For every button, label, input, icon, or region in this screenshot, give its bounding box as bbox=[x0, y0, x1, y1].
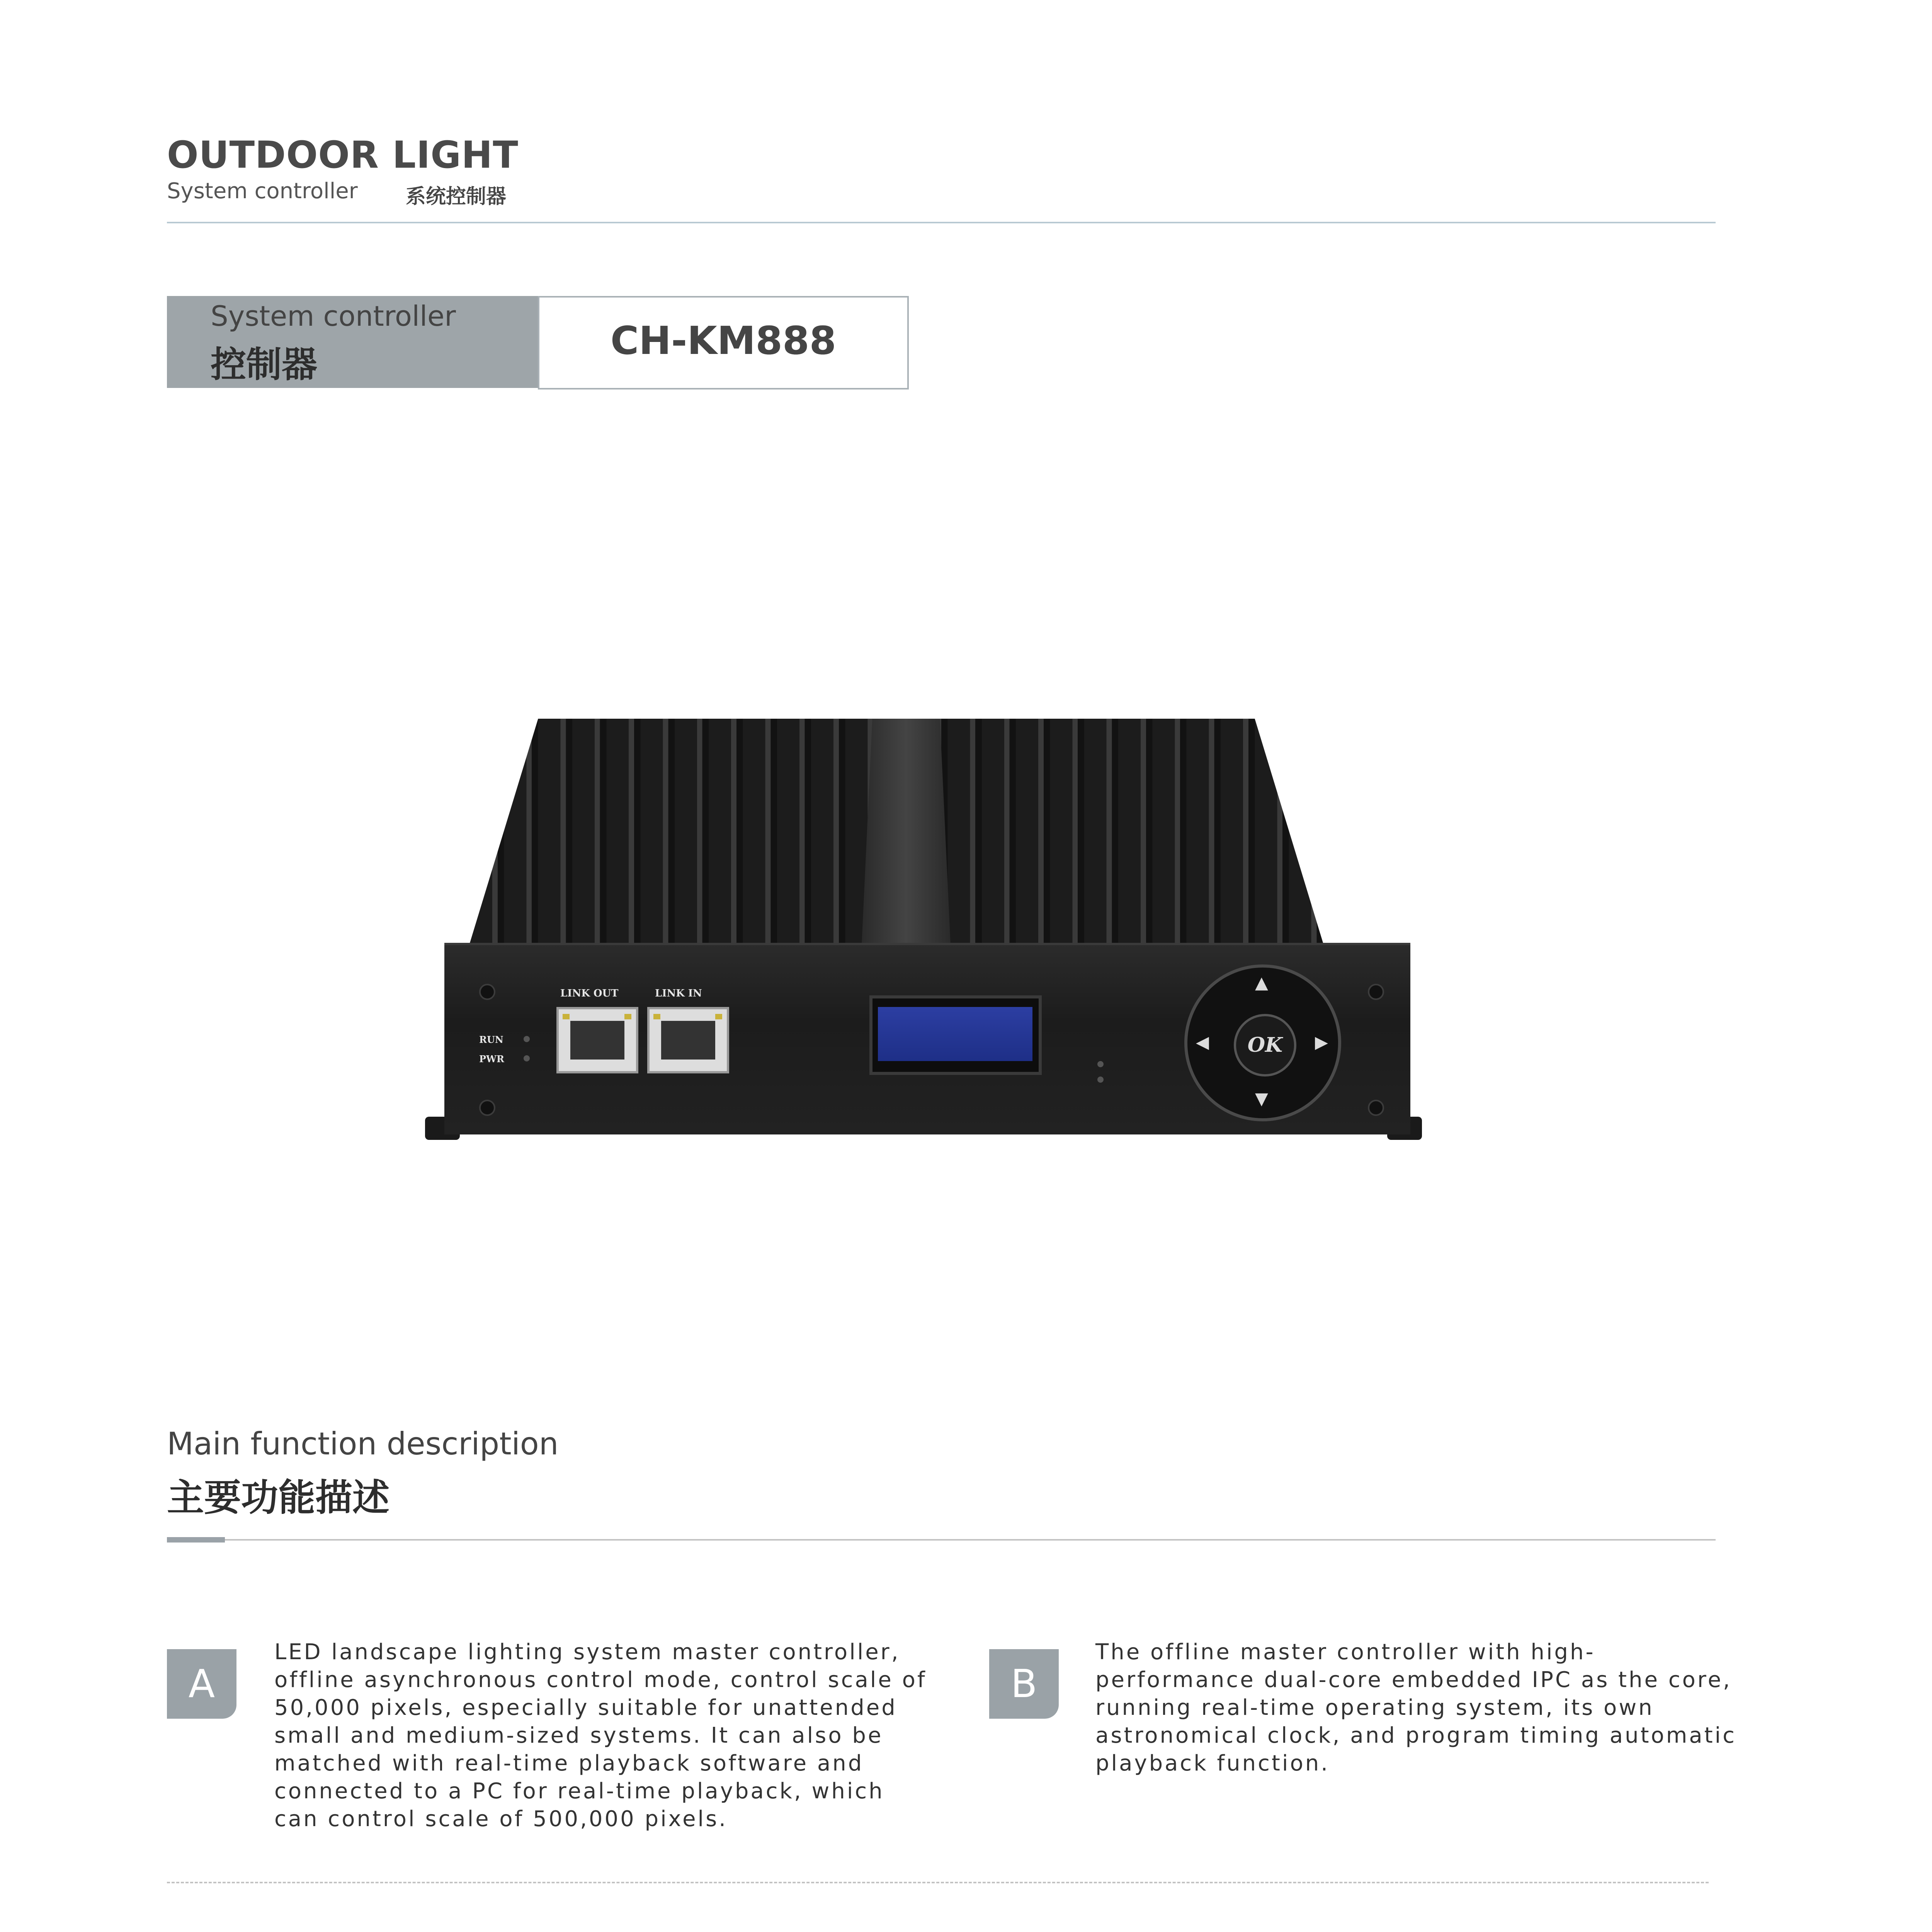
product-model: CH-KM888 bbox=[610, 318, 837, 363]
screw-icon bbox=[479, 984, 495, 1000]
screw-icon bbox=[479, 1100, 495, 1116]
arrow-right-icon: ▶ bbox=[1315, 1032, 1328, 1052]
screw-icon bbox=[1368, 984, 1384, 1000]
lcd-display bbox=[869, 995, 1042, 1075]
port-label-link-out: LINK OUT bbox=[560, 988, 619, 999]
header-divider bbox=[167, 222, 1716, 223]
feature-badge: B bbox=[989, 1649, 1059, 1719]
screw-icon bbox=[1368, 1100, 1384, 1116]
feature-badge: A bbox=[167, 1649, 236, 1719]
run-led bbox=[524, 1036, 530, 1042]
led-label-pwr: PWR bbox=[479, 1053, 504, 1065]
row-divider bbox=[167, 1882, 1709, 1883]
port-label-link-in: LINK IN bbox=[655, 988, 702, 999]
front-panel bbox=[444, 943, 1410, 1134]
link-out-port bbox=[556, 1007, 638, 1073]
page-subtitle-cn: 系统控制器 bbox=[406, 185, 507, 208]
product-category-en: System controller bbox=[211, 300, 456, 332]
indicator-led bbox=[1097, 1077, 1104, 1083]
ok-button: OK bbox=[1234, 1014, 1296, 1077]
pwr-led bbox=[524, 1055, 530, 1061]
arrow-down-icon: ▼ bbox=[1255, 1089, 1268, 1109]
section-divider bbox=[167, 1539, 1716, 1541]
heatsink-center-plate bbox=[862, 719, 951, 945]
product-category-cn: 控制器 bbox=[211, 344, 318, 385]
arrow-left-icon: ◀ bbox=[1196, 1032, 1209, 1052]
led-label-run: RUN bbox=[479, 1034, 503, 1045]
product-photo bbox=[421, 719, 1414, 1190]
indicator-led bbox=[1097, 1061, 1104, 1067]
feature-text: The offline master controller with high-performance dual-core embedded IPC as the core, running real-time operating system, its own astronomical clock, and program timing automatic playback function. bbox=[1095, 1639, 1736, 1776]
arrow-up-icon: ▲ bbox=[1255, 973, 1268, 993]
page-title: OUTDOOR LIGHT bbox=[167, 133, 519, 177]
section-title-en: Main function description bbox=[167, 1426, 559, 1462]
link-in-port bbox=[647, 1007, 729, 1073]
feature-text: LED landscape lighting system master controller, offline asynchronous control mode, control scale of 50,000 pixels, especially suitable for unattended small and medium-sized systems. It can also be matched with real-time playback software and connected to a PC for real-time playback, which can control scale of 500,000 pixels. bbox=[274, 1639, 927, 1832]
navigation-pad bbox=[1184, 964, 1341, 1121]
page-subtitle: System controller bbox=[167, 179, 358, 204]
section-accent-bar bbox=[167, 1537, 225, 1543]
section-title-cn: 主要功能描述 bbox=[167, 1476, 389, 1519]
